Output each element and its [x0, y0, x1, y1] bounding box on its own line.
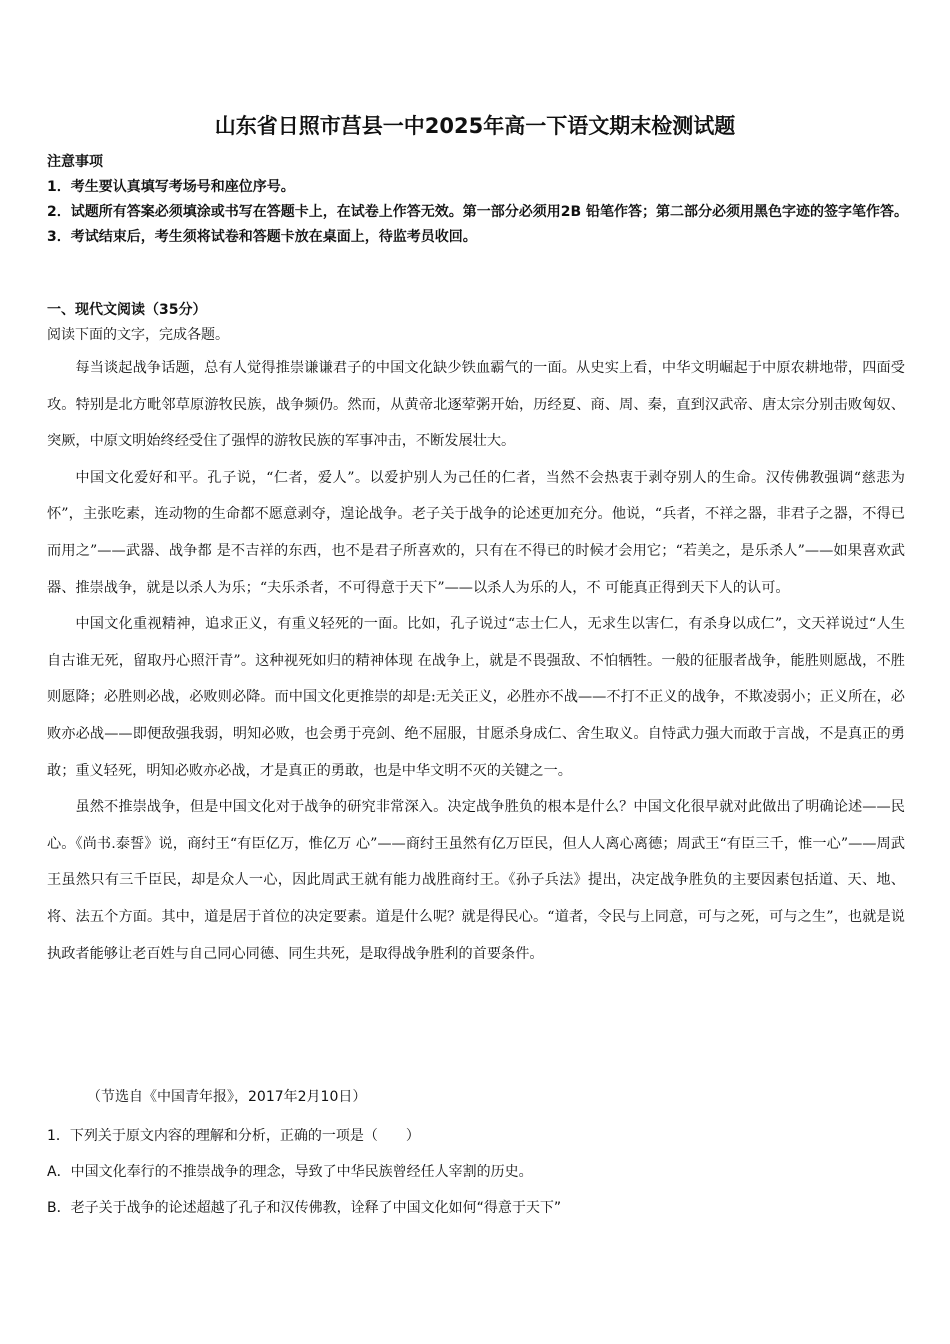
notice-item: 3．考试结束后，考生须将试卷和答题卡放在桌面上，待监考员收回。 — [47, 229, 477, 245]
question-stem: 1．下列关于原文内容的理解和分析，正确的一项是（ ） — [47, 1128, 420, 1144]
notice-item: 2．试题所有答案必须填涂或书写在答题卡上，在试卷上作答无效。第一部分必须用2B 铅笔作答；第二部分必须用黑色字迹的签字笔作答。 — [47, 204, 909, 220]
notice-heading: 注意事项 — [47, 154, 103, 170]
passage-paragraph: 中国文化爱好和平。孔子说，“仁者，爱人”。以爱护别人为己任的仁者，当然不会热衷于剥夺别人的生命。汉传佛教强调“慈悲为怀”，主张吃素，连动物的生命都不愿意剥夺，遑论战争。老子关于战争的论述更加充分。他说，“兵者，不祥之器，非君子之器，不得已而用之”——武器、战争都 是不吉祥的东西，也不是君子所喜欢的，只有在不得已的时候才会用它；“若美之，是乐杀人”——如果喜欢武器、推崇战争，就是以杀人为乐；“夫乐杀者，不可得意于天下”——以杀人为乐的人，不 可能真正得到天下人的认可。 — [47, 469, 905, 596]
question-block — [47, 1118, 917, 1226]
question-option-b: B．老子关于战争的论述超越了孔子和汉传佛教，诠释了中国文化如何“得意于天下” — [47, 1200, 562, 1216]
page-title: 山东省日照市莒县一中2025年高一下语文期末检测试题 — [214, 114, 736, 138]
section-instruction: 阅读下面的文字，完成各题。 — [47, 327, 229, 343]
passage-source: （节选自《中国青年报》，2017年2月10日） — [87, 1089, 367, 1105]
section-header — [47, 298, 917, 348]
passage-paragraph: 每当谈起战争话题，总有人觉得推崇谦谦君子的中国文化缺少铁血霸气的一面。从史实上看，中华文明崛起于中原农耕地带，四面受攻。特别是北方毗邻草原游牧民族，战争频仍。然而，从黄帝北逐荤粥开始，历经夏、商、周、秦，直到汉武帝、唐太宗分别击败匈奴、突厥，中原文明始终经受住了强悍的游牧民族的军事冲击，不断发展壮大。 — [47, 360, 905, 450]
reading-passage — [47, 350, 905, 972]
passage-paragraph: 虽然不推崇战争，但是中国文化对于战争的研究非常深入。决定战争胜负的根本是什么？中国文化很早就对此做出了明确论述——民心。《尚书.泰誓》说，商纣王“有臣亿万，惟亿万 心”——商纣王虽然有亿万臣民，但人人离心离德；周武王“有臣三千，惟一心”——周武王虽然只有三千臣民，却是众人一心，因此周武王就有能力战胜商纣王。《孙子兵法》提出，决定战争胜负的主要因素包括道、天、地、将、法五个方面。其中，道是居于首位的决定要素。道是什么呢？就是得民心。“道者，令民与上同意，可与之死，可与之生”，也就是说执政者能够让老百姓与自己同心同德、同生共死，是取得战争胜利的首要条件。 — [47, 799, 905, 962]
notice-block — [47, 150, 917, 250]
section-heading: 一、现代文阅读（35分） — [47, 302, 207, 318]
question-option-a: A．中国文化奉行的不推崇战争的理念，导致了中华民族曾经任人宰割的历史。 — [47, 1164, 533, 1180]
notice-item: 1．考生要认真填写考场号和座位序号。 — [47, 179, 295, 195]
passage-paragraph: 中国文化重视精神，追求正义，有重义轻死的一面。比如，孔子说过“志士仁人，无求生以害仁，有杀身以成仁”，文天祥说过“人生自古谁无死，留取丹心照汗青”。这种视死如归的精神体现 在战争上，就是不畏强敌、不怕牺牲。一般的征服者战争，能胜则愿战，不胜则愿降；必胜则必战，必败则必降。而中国文化更推崇的却是:无关正义，必胜亦不战——不打不正义的战争，不欺凌弱小；正义所在，必败亦必战——即便敌强我弱，明知必败，也会勇于亮剑、绝不屈服，甘愿杀身成仁、舍生取义。自恃武力强大而敢于言战，不是真正的勇敢；重义轻死，明知必败亦必战，才是真正的勇敢，也是中华文明不灭的关键之一。 — [47, 616, 905, 779]
